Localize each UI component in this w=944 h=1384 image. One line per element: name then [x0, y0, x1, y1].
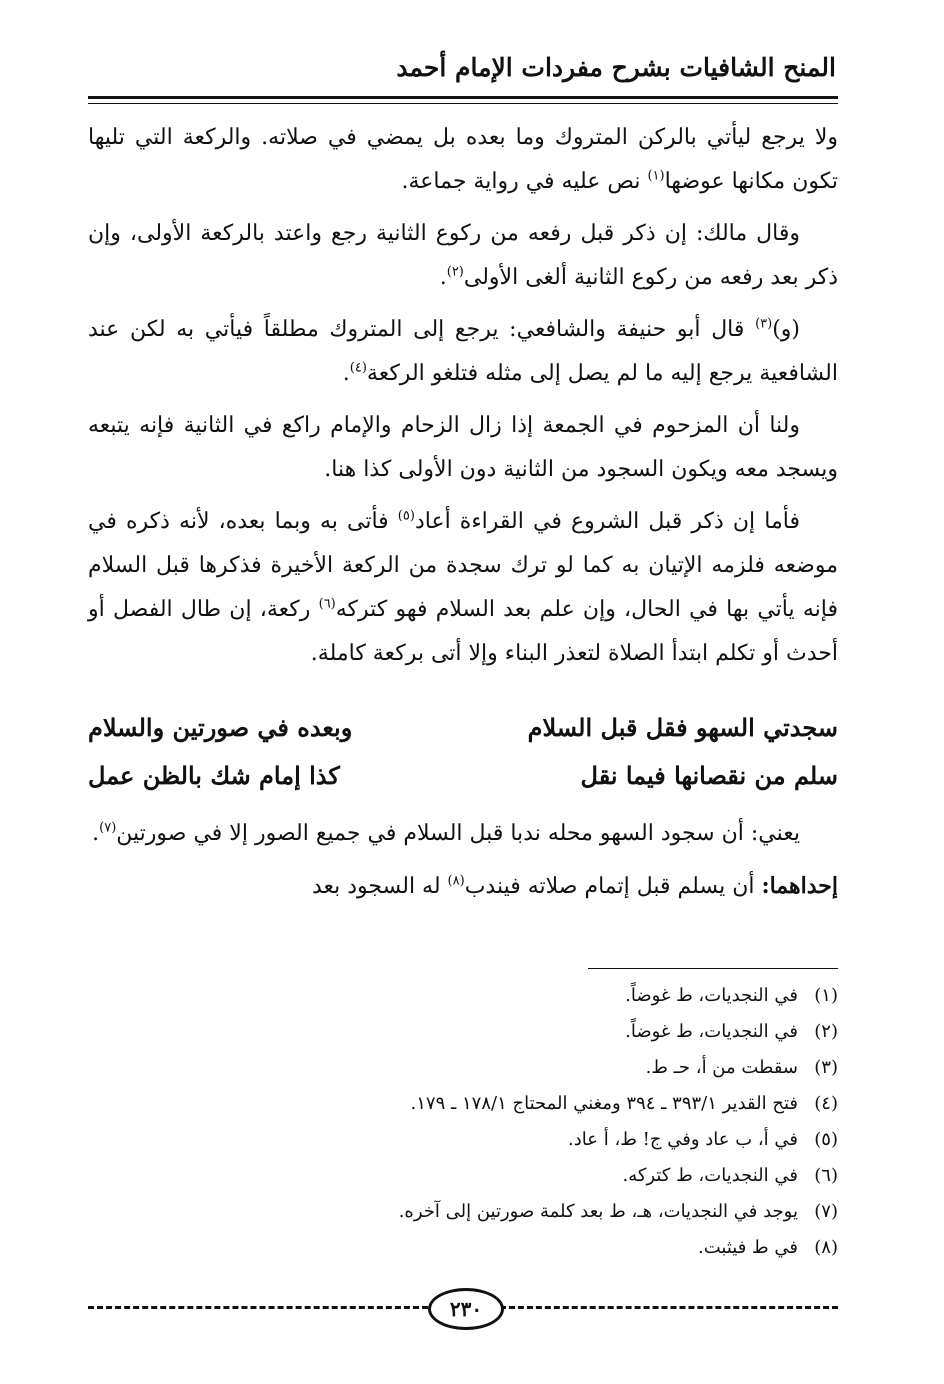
- footnote-item: (٥)في أ، ب عاد وفي ج! ط، أ عاد.: [568, 1129, 838, 1150]
- footnote-item: (٨)في ط فيثبت.: [698, 1237, 838, 1258]
- footnote-item: (٢)في النجديات، ط غوضاً.: [625, 1021, 838, 1042]
- footnote-ref-1: (١): [647, 168, 665, 184]
- commentary-text: [88, 812, 838, 917]
- verse-2-second-hemistich: كذا إمام شك بالظن عمل: [88, 761, 340, 790]
- paragraph-7: إحداهما: أن يسلم قبل إتمام صلاته فيندب$^{(٨)}$ له السجود بعد: [311, 873, 838, 899]
- paragraph-4: ولنا أن المزحوم في الجمعة إذا زال الزحام والإمام راكع في الثانية فإنه يتبعه ويسجد معه ويكون السجود من الثانية دون الأولى كذا هنا.: [88, 413, 838, 482]
- running-title: المنح الشافيات بشرح مفردات الإمام أحمد: [396, 53, 836, 82]
- paragraph-1: ولا يرجع ليأتي بالركن المتروك وما بعده بل يمضي في صلاته. والركعة التي تليها تكون مكانها عوضها$^{(١)}$ نص عليه في رواية جماعة.: [88, 125, 838, 194]
- footnote-ref-4: (٤): [349, 360, 367, 376]
- footer-rule-right: [500, 1306, 838, 1309]
- footnote-ref-6: (٦): [318, 596, 336, 612]
- footer-rule-left: [88, 1306, 428, 1309]
- footnote-ref-2: (٢): [446, 264, 464, 280]
- footnote-ref-5: (٥): [397, 508, 415, 524]
- footnote-ref-3: (٣): [755, 316, 773, 332]
- verse-1-first-hemistich: سجدتي السهو فقل قبل السلام: [527, 713, 838, 742]
- header-rule-thick: [88, 96, 838, 99]
- footnote-item: (٤)فتح القدير ٣٩٣/١ ـ ٣٩٤ ومغني المحتاج ١٧٨/١ ـ ١٧٩.: [410, 1093, 838, 1114]
- footnote-ref-8: (٨): [447, 873, 465, 889]
- footnote-item: (٧)يوجد في النجديات، هـ، ط بعد كلمة صورتين إلى آخره.: [398, 1201, 838, 1222]
- paragraph-3: (و)$^{(٣)}$ قال أبو حنيفة والشافعي: يرجع إلى المتروك مطلقاً فيأتي به لكن عند الشافعية يرجع إليه ما لم يصل إلى مثله فتلغو الركعة$^{(٤)}$.: [88, 316, 838, 386]
- verse-line-2: [88, 752, 838, 800]
- header-rule-thin: [88, 103, 838, 104]
- lead-word: إحداهما:: [761, 873, 838, 899]
- paragraph-5: فأما إن ذكر قبل الشروع في القراءة أعاد$^{(٥)}$ فأتى به وبما بعده، لأنه ذكره في موضعه فلزمه الإتيان به كما لو ترك سجدة من الركعة الأخيرة فذكرها قبل السلام فإنه يأتي بها في الحال، وإن علم بعد السلام فهو كتركه$^{(٦)}$ ركعة، إن طال الفصل أو أحدث أو تكلم ابتدأ الصلاة لتعذر البناء وإلا أتى بركعة كاملة.: [88, 508, 838, 666]
- footnote-item: (٦)في النجديات، ط كتركه.: [622, 1165, 838, 1186]
- paragraph-6: يعني: أن سجود السهو محله ندبا قبل السلام في جميع الصور إلا في صورتين$^{(٧)}$.: [92, 820, 800, 846]
- footnote-item: (١)في النجديات، ط غوضاً.: [625, 985, 838, 1006]
- page-number: ٢٣٠: [428, 1288, 504, 1330]
- verse-line-1: [88, 704, 838, 752]
- footnote-ref-7: (٧): [99, 820, 117, 836]
- paragraph-2: وقال مالك: إن ذكر قبل رفعه من ركوع الثانية رجع واعتد بالركعة الأولى، وإن ذكر بعد رفعه من ركوع الثانية ألغى الأولى$^{(٢)}$.: [88, 221, 838, 290]
- footnotes-list: [88, 978, 838, 1266]
- verse-1-second-hemistich: وبعده في صورتين والسلام: [88, 713, 353, 742]
- main-text: [88, 116, 838, 684]
- footnote-separator: [588, 968, 838, 969]
- verse-2-first-hemistich: سلم من نقصانها فيما نقل: [580, 761, 838, 790]
- footnote-item: (٣)سقطت من أ، حـ ط.: [645, 1057, 838, 1078]
